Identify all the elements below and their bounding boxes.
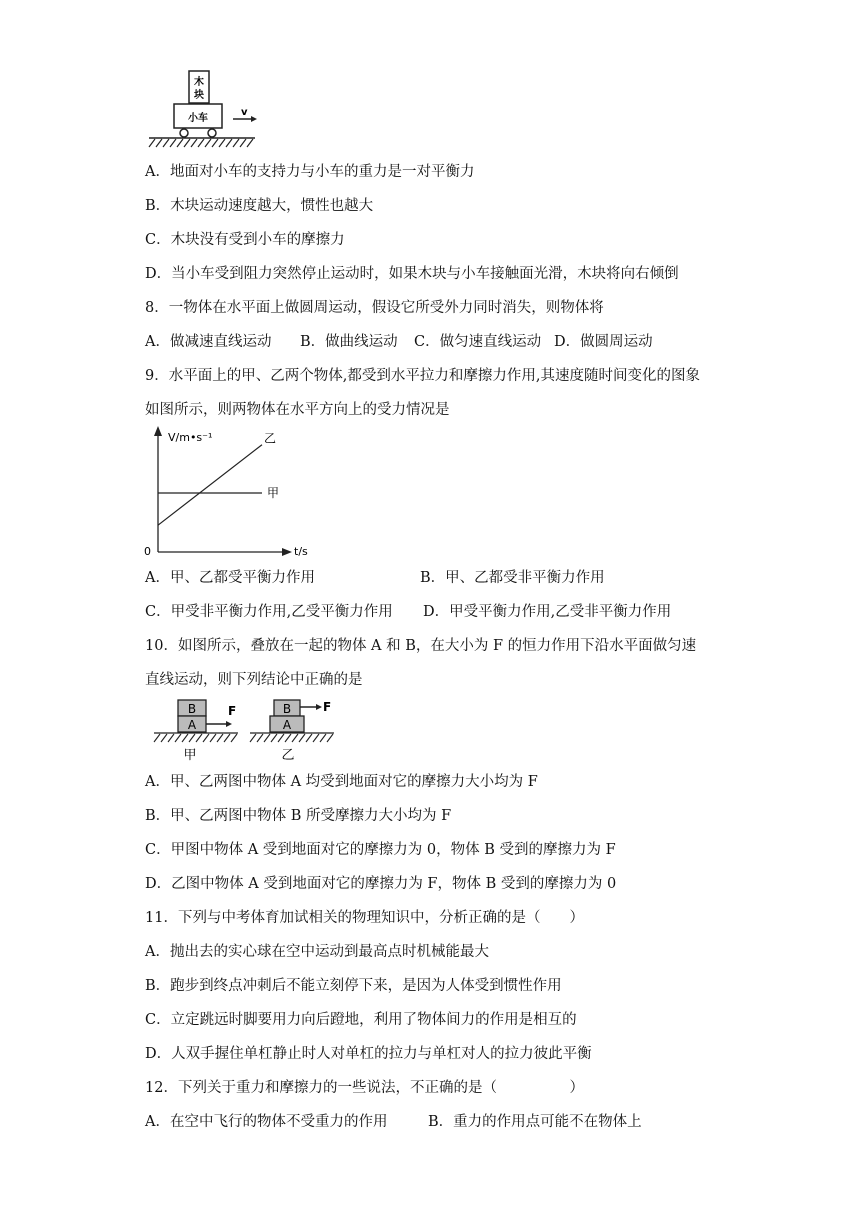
q12-option-a: A．在空中飞行的物体不受重力的作用 <box>145 1114 388 1130</box>
q9-option-c: C．甲受非平衡力作用,乙受平衡力作用 <box>145 604 393 620</box>
q8-option-a: A．做减速直线运动 <box>145 334 272 350</box>
cart-wheel-right <box>208 129 216 137</box>
q12-option-b: B．重力的作用点可能不在物体上 <box>428 1114 642 1130</box>
left-block-b-label: B <box>187 702 197 716</box>
right-force-label: F <box>323 700 332 714</box>
q11-option-a: A．抛出去的实心球在空中运动到最高点时机械能最大 <box>145 944 489 960</box>
q11-option-d: D．人双手握住单杠静止时人对单杠的拉力与单杠对人的拉力彼此平衡 <box>145 1046 592 1062</box>
x-axis-label: t/s <box>294 545 308 558</box>
left-ground-hatch <box>154 734 237 742</box>
q10-option-d: D．乙图中物体 A 受到地面对它的摩擦力为 F，物体 B 受到的摩擦力为 0 <box>145 876 617 892</box>
block-label-2: 块 <box>194 90 204 101</box>
q8-option-c: C．做匀速直线运动 <box>414 334 542 350</box>
series-label-1: 乙 <box>264 431 277 446</box>
left-force-label: F <box>228 704 237 718</box>
q8-option-b: B．做曲线运动 <box>300 334 398 350</box>
right-ground-hatch <box>250 734 333 742</box>
q9-option-b: B．甲、乙都受非平衡力作用 <box>420 570 605 586</box>
cart-label: 小车 <box>188 113 208 124</box>
left-caption: 甲 <box>183 748 197 762</box>
q11-option-b: B．跑步到终点冲刺后不能立刻停下来，是因为人体受到惯性作用 <box>145 978 562 994</box>
q11-stem: 11．下列与中考体育加试相关的物理知识中，分析正确的是（ ） <box>145 910 584 926</box>
q10-option-a: A．甲、乙两图中物体 A 均受到地面对它的摩擦力大小均为 F <box>145 774 538 790</box>
q9-stem-line1: 9．水平面上的甲、乙两个物体,都受到水平拉力和摩擦力作用,其速度随时间变化的图象 <box>145 368 700 384</box>
q8-option-d: D．做圆周运动 <box>554 334 653 350</box>
q7-option-a: A．地面对小车的支持力与小车的重力是一对平衡力 <box>145 164 475 180</box>
q10-option-b: B．甲、乙两图中物体 B 所受摩擦力大小均为 F <box>145 808 452 824</box>
q12-stem: 12．下列关于重力和摩擦力的一些说法，不正确的是（ ） <box>145 1080 584 1096</box>
origin-label: 0 <box>144 545 151 558</box>
y-axis-label: V/m•s⁻¹ <box>168 431 213 444</box>
q7-option-d: D．当小车受到阻力突然停止运动时，如果木块与小车接触面光滑，木块将向右倾倒 <box>145 266 679 282</box>
velocity-time-chart <box>140 424 320 560</box>
q7-option-c: C．木块没有受到小车的摩擦力 <box>145 232 345 248</box>
series-line-1 <box>158 445 262 525</box>
q7-option-b: B．木块运动速度越大，惯性也越大 <box>145 198 374 214</box>
q10-stem-line1: 10．如图所示，叠放在一起的物体 A 和 B，在大小为 F 的恒力作用下沿水平面做匀速 <box>145 638 697 654</box>
left-block-a-label: A <box>187 718 197 732</box>
q10-option-c: C．甲图中物体 A 受到地面对它的摩擦力为 0，物体 B 受到的摩擦力为 F <box>145 842 616 858</box>
y-axis-arrowhead <box>154 426 162 436</box>
q8-stem: 8．一物体在水平面上做圆周运动，假设它所受外力同时消失，则物体将 <box>145 300 604 316</box>
right-block-b-label: B <box>282 702 292 716</box>
velocity-arrowhead <box>251 116 257 122</box>
cart-wheel-left <box>180 129 188 137</box>
series-label-2: 甲 <box>267 486 280 500</box>
cart-block-figure <box>145 68 260 150</box>
q11-option-c: C．立定跳远时脚要用力向后蹬地，利用了物体间力的作用是相互的 <box>145 1012 577 1028</box>
q9-stem-line2: 如图所示，则两物体在水平方向上的受力情况是 <box>145 402 450 418</box>
stacked-blocks-figure <box>150 696 350 762</box>
left-force-arrowhead <box>226 721 232 727</box>
ground-hatch <box>149 139 253 147</box>
velocity-label: v <box>241 107 248 118</box>
q9-option-a: A．甲、乙都受平衡力作用 <box>145 570 315 586</box>
block-label-1: 木 <box>194 77 204 88</box>
q9-option-d: D．甲受平衡力作用,乙受非平衡力作用 <box>423 604 672 620</box>
right-caption: 乙 <box>281 748 295 762</box>
x-axis-arrowhead <box>282 548 292 556</box>
right-force-arrowhead <box>316 704 322 710</box>
q10-stem-line2: 直线运动，则下列结论中正确的是 <box>145 672 363 688</box>
right-block-a-label: A <box>282 718 292 732</box>
